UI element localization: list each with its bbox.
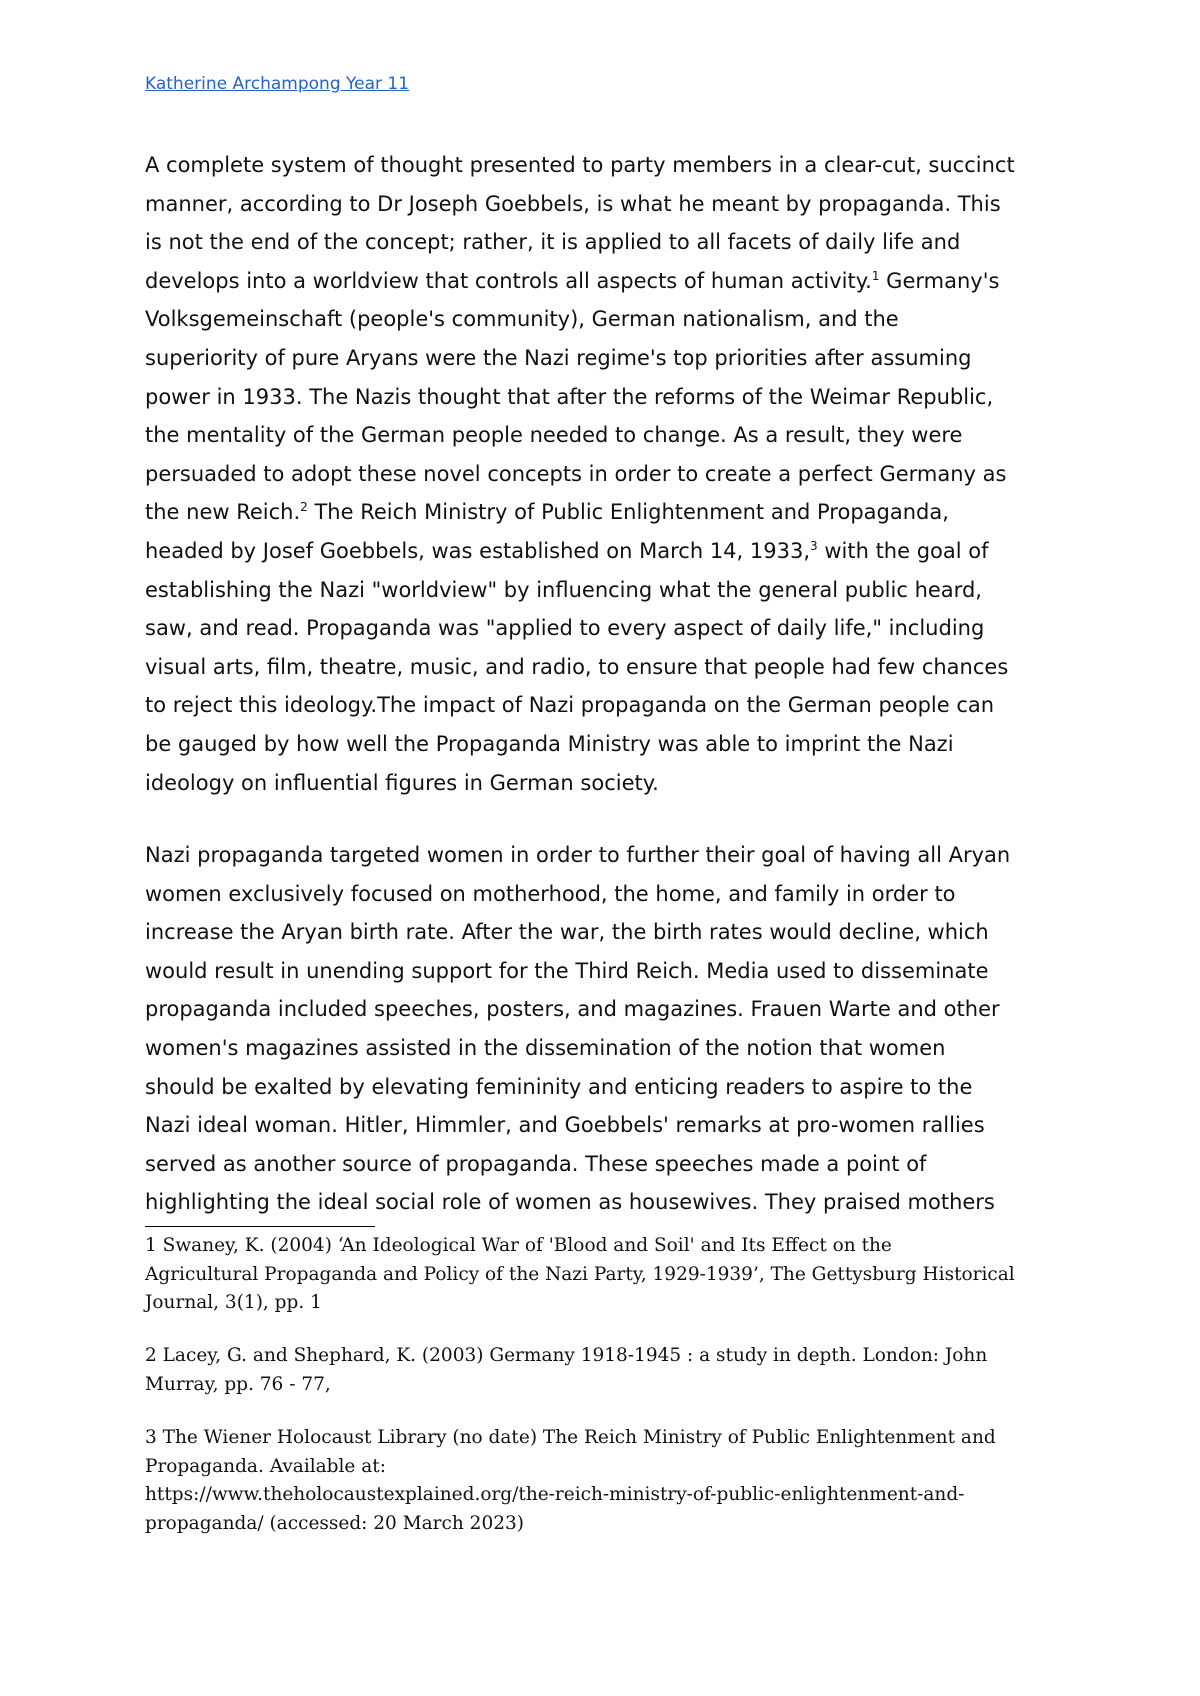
footnote-line: Journal, 3(1), pp. 1 xyxy=(145,1292,322,1313)
text-line: Volksgemeinschaft (people's community), German nationalism, and the xyxy=(145,307,899,332)
footnote-url[interactable]: https://www.theholocaustexplained.org/the-reich-ministry-of-public-enlightenment-and- xyxy=(145,1484,965,1505)
text-line: Nazi propaganda targeted women in order to further their goal of having all Aryan xyxy=(145,843,1011,867)
footnote-line: 3 The Wiener Holocaust Library (no date) The Reich Ministry of Public Enlightenment and xyxy=(145,1427,996,1448)
footnote-line: Propaganda. Available at: xyxy=(145,1455,386,1477)
text-segment: Germany's xyxy=(879,268,1000,293)
text-segment: headed by Josef Goebbels, was established on March 14, 1933, xyxy=(145,538,811,563)
paragraph-propaganda-women xyxy=(145,836,1080,1222)
footnote-2 xyxy=(145,1342,1085,1399)
author-header-link[interactable]: Katherine Archampong Year 11 xyxy=(145,74,410,94)
footnote-line: propaganda/ (accessed: 20 March 2023) xyxy=(145,1512,524,1534)
text-line xyxy=(145,532,1080,571)
text-line: superiority of pure Aryans were the Nazi regime's top priorities after assuming xyxy=(145,345,972,370)
text-line: Nazi ideal woman. Hitler, Himmler, and Goebbels' remarks at pro-women rallies xyxy=(145,1113,985,1138)
text-line: persuaded to adopt these novel concepts in order to create a perfect Germany as xyxy=(145,461,1007,486)
text-line: women exclusively focused on motherhood, the home, and family in order to xyxy=(145,881,956,906)
footnote-ref-2[interactable]: 2 xyxy=(300,500,308,515)
text-line: power in 1933. The Nazis thought that after the reforms of the Weimar Republic, xyxy=(145,384,994,409)
footnote-1 xyxy=(145,1232,1085,1318)
text-line: establishing the Nazi "worldview" by influencing what the general public heard, xyxy=(145,577,982,602)
text-segment: The Reich Ministry of Public Enlightenment and Propaganda, xyxy=(307,500,949,525)
text-line: is not the end of the concept; rather, it is applied to all facets of daily life and xyxy=(145,230,961,255)
footnote-line: Murray, pp. 76 - 77, xyxy=(145,1373,331,1395)
text-line: propaganda included speeches, posters, and magazines. Frauen Warte and other xyxy=(145,997,1000,1022)
footnote-ref-1[interactable]: 1 xyxy=(871,268,880,283)
text-line: A complete system of thought presented to party members in a clear-cut, succinct xyxy=(145,153,1015,177)
text-line: saw, and read. Propaganda was "applied to every aspect of daily life," including xyxy=(145,616,985,641)
text-line: should be exalted by elevating femininity and enticing readers to aspire to the xyxy=(145,1074,973,1099)
text-line: manner, according to Dr Joseph Goebbels, is what he meant by propaganda. This xyxy=(145,191,1001,216)
footnote-line: 2 Lacey, G. and Shephard, K. (2003) Germany 1918-1945 : a study in depth. London: John xyxy=(145,1345,988,1366)
footnote-line: 1 Swaney, K. (2004) ‘An Ideological War of 'Blood and Soil' and Its Effect on the xyxy=(145,1235,892,1256)
footnote-3 xyxy=(145,1424,1085,1538)
text-line: increase the Aryan birth rate. After the war, the birth rates would decline, which xyxy=(145,920,989,945)
text-segment: with the goal of xyxy=(817,538,989,563)
footnote-ref-3[interactable]: 3 xyxy=(810,538,818,553)
text-line: to reject this ideology.The impact of Nazi propaganda on the German people can xyxy=(145,693,995,718)
text-line: the mentality of the German people needed to change. As a result, they were xyxy=(145,423,963,448)
text-line xyxy=(145,493,1080,532)
text-line: be gauged by how well the Propaganda Ministry was able to imprint the Nazi xyxy=(145,731,954,756)
text-line: women's magazines assisted in the dissemination of the notion that women xyxy=(145,1035,946,1060)
paragraph-propaganda-intro xyxy=(145,146,1080,802)
text-line: highlighting the ideal social role of women as housewives. They praised mothers xyxy=(145,1190,995,1215)
text-line: served as another source of propaganda. These speeches made a point of xyxy=(145,1151,927,1176)
text-line: visual arts, film, theatre, music, and radio, to ensure that people had few chances xyxy=(145,654,1009,679)
footnote-line: Agricultural Propaganda and Policy of the Nazi Party, 1929-1939’, The Gettysburg Historical xyxy=(145,1263,1015,1285)
text-line: would result in unending support for the Third Reich. Media used to disseminate xyxy=(145,958,989,983)
text-line xyxy=(145,262,1080,301)
text-line: ideology on influential figures in German society. xyxy=(145,770,659,795)
footnote-separator xyxy=(145,1226,375,1227)
text-segment: the new Reich. xyxy=(145,500,301,525)
text-segment: develops into a worldview that controls all aspects of human activity. xyxy=(145,268,872,293)
